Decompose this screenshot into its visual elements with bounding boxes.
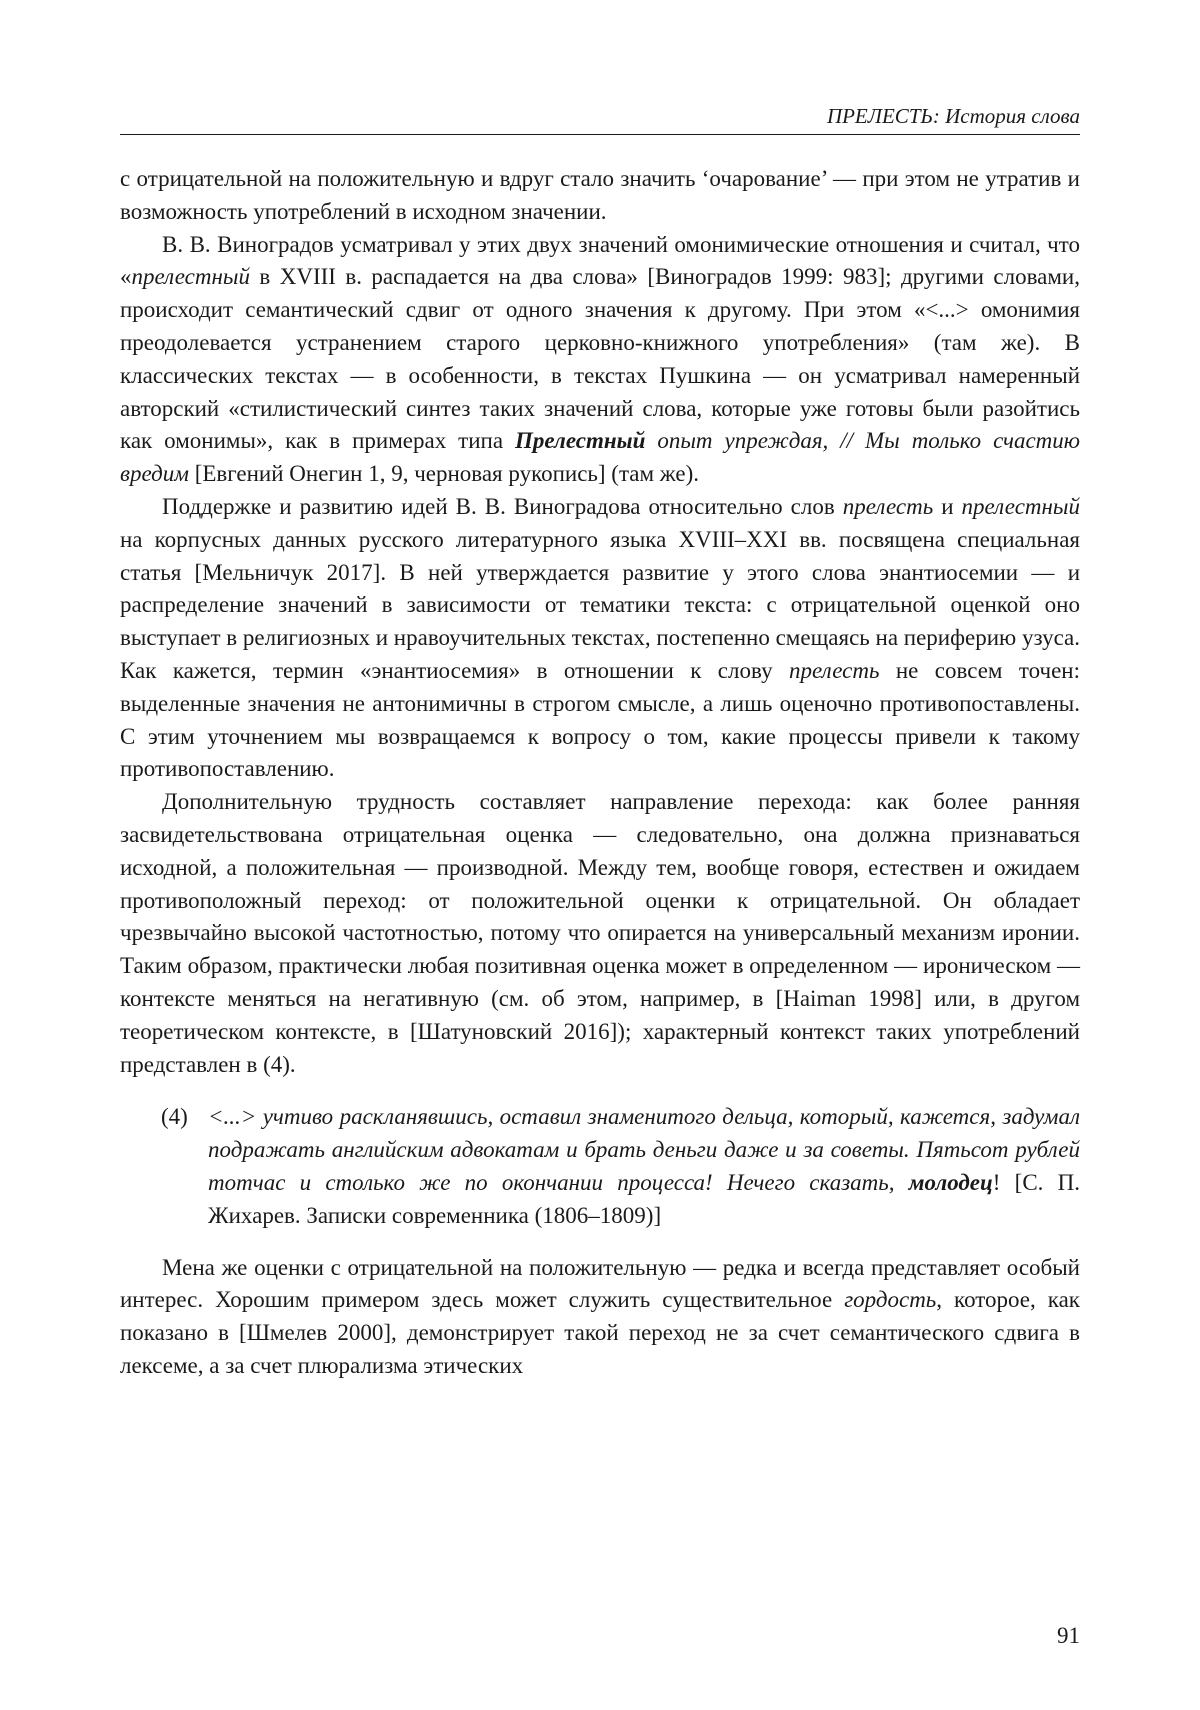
p3-term-2: прелестный — [961, 493, 1080, 519]
p5-text-2: , которое, как показано в [Шмелев 2000], демонстрирует такой переход не за счет семантического сдвига в лексеме, а за счет плюрализма этических — [120, 1287, 1080, 1378]
p2-text-1: В. В. Виноградов усматривал у этих двух значений омонимические отношения и считал, что « — [120, 231, 1080, 290]
p2-term-1: прелестный — [131, 264, 250, 290]
p2-quote: опыт упреждая, // Мы только счастию вредим — [120, 428, 1080, 487]
p3-text-2: и — [933, 493, 962, 519]
paragraph-2 — [120, 229, 1080, 491]
p2-text-2: в XVIII в. распадается на два слова» [Виноградов 1999: 983]; другими словами, происходит семантический сдвиг от одного значения к другому. При этом «<...> омонимия преодолевается устранением старого церковно-книжного употребления» (там же). В классических текстах — в особенности, в текстах Пушкина — он усматривал намеренный авторский «стилистический синтез таких значений слова, которые уже готовы были разойтись как омонимы», как в примерах типа — [120, 264, 1080, 454]
example-4 — [120, 1101, 1080, 1232]
p3-term-3: прелесть — [788, 657, 880, 683]
paragraph-1: с отрицательной на положительную и вдруг стало значить ‘очарование’ — при этом не утратив и возможность употреблений в исходном значении. — [120, 166, 1080, 224]
body-text — [120, 163, 1080, 1383]
p2-text-3: [Евгений Онегин 1, 9, черновая рукопись] (там же). — [188, 461, 700, 487]
page-number: 91 — [1057, 1623, 1080, 1648]
p3-text-1: Поддержке и развитию идей В. В. Виноградова относительно слов — [162, 493, 843, 519]
running-head: ПРЕЛЕСТЬ: История слова — [826, 104, 1080, 128]
example-emphasis: молодец — [908, 1169, 993, 1195]
example-number: (4) — [161, 1104, 188, 1130]
example-source: ! [С. П. Жихарев. Записки современника (1806–1809)] — [208, 1169, 1080, 1228]
paragraph-5 — [120, 1252, 1080, 1383]
paragraph-3 — [120, 491, 1080, 786]
p5-term-1: гордость — [844, 1287, 937, 1313]
p3-term-1: прелесть — [842, 493, 934, 519]
header-divider — [120, 134, 1080, 135]
p2-quote-emphasis: Прелестный — [515, 428, 646, 454]
example-quote: <...> учтиво раскланявшись, оставил знаменитого дельца, который, кажется, задумал подражать английским адвокатам и брать деньги даже и за советы. Пятьсот рублей тотчас и столько же по окончании процесса! Нечего сказать, — [208, 1104, 1080, 1195]
p3-text-4: не совсем точен: выделенные значения не антонимичны в строгом смысле, а лишь оценочно противопоставлены. С этим уточнением мы возвращаемся к вопросу о том, какие процессы привели к такому противопоставлению. — [120, 657, 1080, 782]
example-text — [208, 1101, 1080, 1232]
p5-text-1: Мена же оценки с отрицательной на положительную — редка и всегда представляет особый интерес. Хорошим примером здесь может служить существительное — [120, 1254, 1080, 1313]
paragraph-4: Дополнительную трудность составляет направление перехода: как более ранняя засвидетельствована отрицательная оценка — следовательно, она должна признаваться исходной, а положительная — производной. Между тем, вообще говоря, естествен и ожидаем противоположный переход: от положительной оценки к отрицательной. Он обладает чрезвычайно высокой частотностью, потому что опирается на универсальный механизм иронии. Таким образом, практически любая позитивная оценка может в определенном — ироническом — контексте меняться на негативную (см. об этом, например, в [Haiman 1998] или, в другом теоретическом контексте, в [Шатуновский 2016]); характерный контекст таких употреблений представлен в (4). — [120, 789, 1080, 1077]
p3-text-3: на корпусных данных русского литературного языка XVIII–XXI вв. посвящена специальная статья [Мельничук 2017]. В ней утверждается развитие у этого слова энантиосемии — и распределение значений в зависимости от тематики текста: с отрицательной оценкой оно выступает в религиозных и нравоучительных текстах, постепенно смещаясь на периферию узуса. Как кажется, термин «энантиосемия» в отношении к слову — [120, 526, 1081, 683]
